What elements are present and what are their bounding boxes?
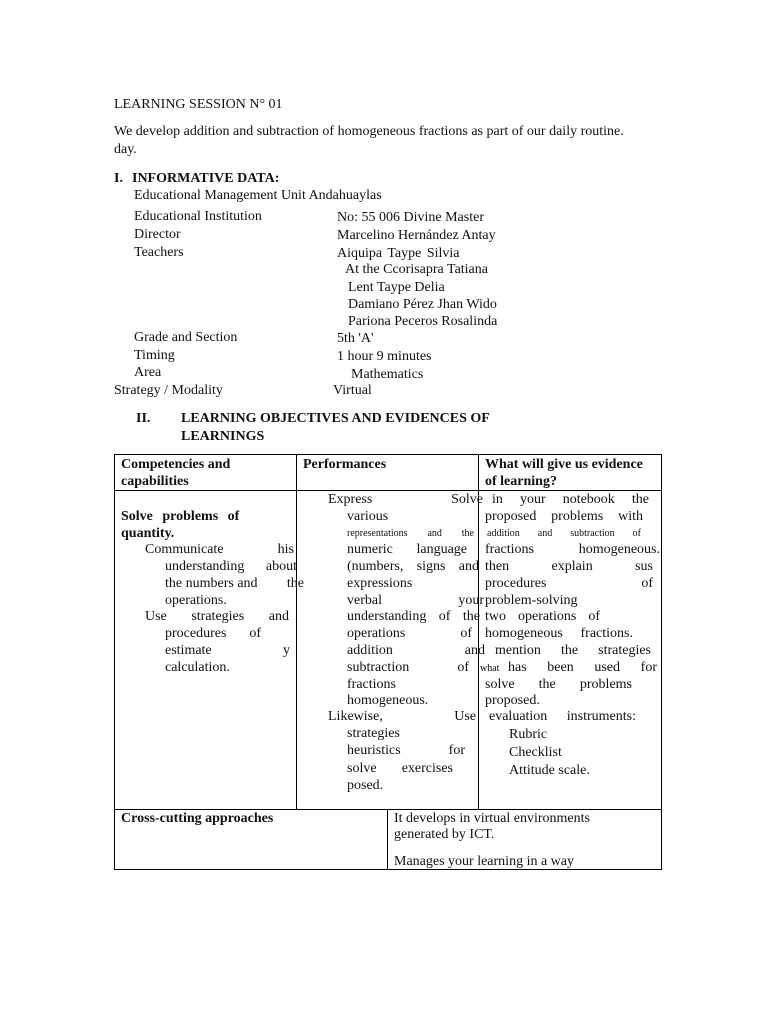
instrument-item: Attitude scale. xyxy=(509,763,590,778)
teacher-name: Damiano Pérez Jhan Wido xyxy=(348,297,497,312)
performance-1: Express Solve xyxy=(328,492,483,507)
performance-1-line: representations and the xyxy=(347,528,474,539)
header-evidence-line2: of learning? xyxy=(485,474,557,489)
info-institution-value: No: 55 006 Divine Master xyxy=(337,210,484,225)
info-area-value: Mathematics xyxy=(351,367,424,382)
teacher-name: Aiquipa Taype Silvia xyxy=(337,246,460,261)
section1-title: INFORMATIVE DATA: xyxy=(132,171,280,186)
teacher-name: Pariona Peceros Rosalinda xyxy=(348,314,498,329)
intro-text-line2: day. xyxy=(114,142,137,157)
cross-cutting-text-line3: Manages your learning in a way xyxy=(394,854,574,869)
evidence-line: addition and subtraction of xyxy=(487,528,641,539)
info-area-label: Area xyxy=(134,365,162,380)
info-teachers-label: Teachers xyxy=(134,245,184,260)
header-performances: Performances xyxy=(303,457,387,472)
section1-number: I. xyxy=(114,171,123,186)
evidence-line: evaluation instruments: xyxy=(489,709,636,724)
performance-2-line: posed. xyxy=(347,778,384,793)
evidence-line: homogeneous fractions. xyxy=(485,626,633,641)
session-title: LEARNING SESSION N° 01 xyxy=(114,97,283,112)
evidence-line: procedures of xyxy=(485,576,653,591)
evidence-line: has been used for xyxy=(508,660,657,675)
performance-1-line: numeric language xyxy=(347,542,467,557)
performance-1-line: various xyxy=(347,509,389,524)
header-competencies-line2: capabilities xyxy=(121,474,189,489)
evidence-line: fractions homogeneous. xyxy=(485,542,660,557)
performance-2-line: strategies xyxy=(347,726,400,741)
teacher-name: Lent Taype Delia xyxy=(348,280,445,295)
competency-title-line1: Solve problems of xyxy=(121,509,240,524)
performance-1-line: subtraction of xyxy=(347,660,469,675)
performance-1-line: homogeneous. xyxy=(347,693,429,708)
instrument-item: Checklist xyxy=(509,745,562,760)
performance-2: Likewise, Use xyxy=(328,709,476,724)
capability-1: Communicate his xyxy=(145,542,294,557)
performance-1-line: (numbers, signs and xyxy=(347,559,479,574)
section2-title-line1: LEARNING OBJECTIVES AND EVIDENCES OF xyxy=(181,411,490,426)
info-grade-label: Grade and Section xyxy=(134,330,238,345)
evidence-small-word: what xyxy=(480,663,500,674)
capability-1-line: the numbers and the xyxy=(165,576,304,591)
intro-text-line1: We develop addition and subtraction of homogeneous fractions as part of our daily routine. xyxy=(114,124,624,139)
performance-1-line: expressions xyxy=(347,576,413,591)
performance-1-line: understanding of the xyxy=(347,609,480,624)
info-director-label: Director xyxy=(134,227,181,242)
cross-cutting-text-line1: It develops in virtual environments xyxy=(394,811,590,826)
evidence-line: two operations of xyxy=(485,609,600,624)
evidence-line: mention the strategies xyxy=(495,643,651,658)
info-ugel: Educational Management Unit Andahuaylas xyxy=(134,188,382,203)
evidence-line: problem-solving xyxy=(485,593,578,608)
info-strategy-label: Strategy / Modality xyxy=(114,383,223,398)
info-director-value: Marcelino Hernández Antay xyxy=(337,228,496,243)
cross-cutting-label: Cross-cutting approaches xyxy=(121,811,274,826)
info-institution-label: Educational Institution xyxy=(134,209,262,224)
evidence-line: proposed. xyxy=(485,693,540,708)
evidence-line: solve the problems xyxy=(485,677,632,692)
info-timing-value: 1 hour 9 minutes xyxy=(337,349,432,364)
section2-number: II. xyxy=(136,411,151,426)
performance-1-line: verbal your xyxy=(347,593,484,608)
teacher-name: At the Ccorisapra Tatiana xyxy=(345,262,488,277)
table-divider xyxy=(296,454,297,810)
evidence-line: in your notebook the xyxy=(492,492,649,507)
table-divider xyxy=(387,809,388,870)
evidence-line: then explain sus xyxy=(485,559,653,574)
header-evidence-line1: What will give us evidence xyxy=(485,457,643,472)
capability-1-line: operations. xyxy=(165,593,227,608)
instrument-item: Rubric xyxy=(509,727,548,742)
performance-1-line: addition and xyxy=(347,643,485,658)
capability-2-line: estimate y xyxy=(165,643,290,658)
capability-1-line: understanding about xyxy=(165,559,297,574)
performance-1-line: fractions xyxy=(347,677,396,692)
capability-2-line: procedures of xyxy=(165,626,261,641)
performance-2-line: heuristics for xyxy=(347,743,465,758)
section2-title-line2: LEARNINGS xyxy=(181,429,265,444)
evidence-line: proposed problems with xyxy=(485,509,643,524)
cross-cutting-text-line2: generated by ICT. xyxy=(394,827,495,842)
info-strategy-value: Virtual xyxy=(333,383,372,398)
header-competencies-line1: Competencies and xyxy=(121,457,231,472)
performance-2-line: solve exercises xyxy=(347,761,453,776)
info-grade-value: 5th 'A' xyxy=(337,331,374,346)
capability-2-line: calculation. xyxy=(165,660,230,675)
performance-1-line: operations of xyxy=(347,626,472,641)
capability-2: Use strategies and xyxy=(145,609,289,624)
competency-title-line2: quantity. xyxy=(121,526,175,541)
info-timing-label: Timing xyxy=(134,348,175,363)
